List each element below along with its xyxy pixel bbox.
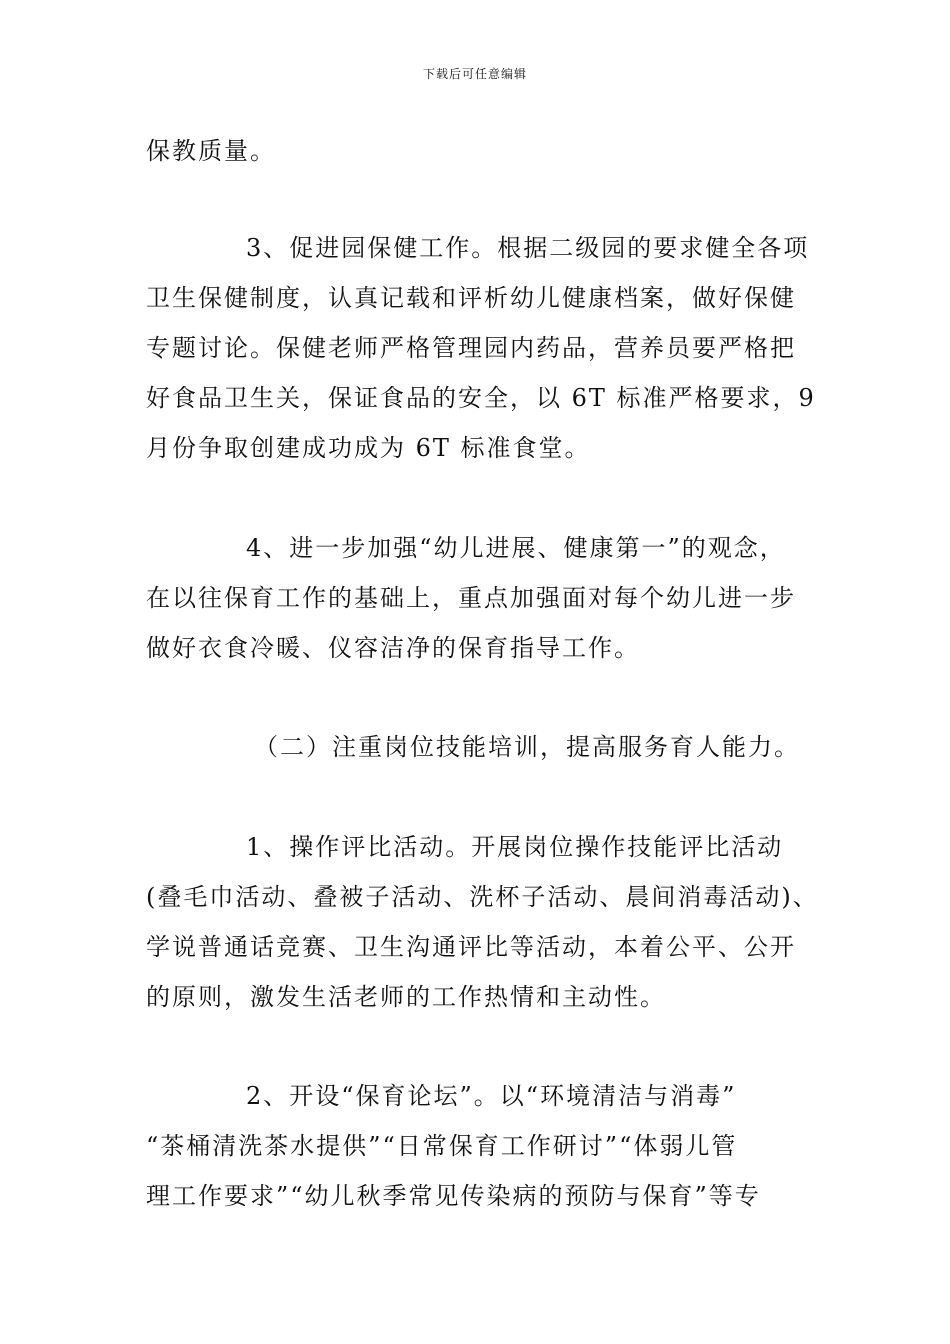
text-line: “茶桶清洗茶水提供”“日常保育工作研讨”“体弱儿管 xyxy=(146,1132,738,1160)
section-heading-text: （二）注重岗位技能培训，提高服务育人能力。 xyxy=(254,733,800,761)
text-line: 的原则，激发生活老师的工作热情和主动性。 xyxy=(146,983,666,1011)
text-line: 2、开设“保育论坛”。以“环境清洁与消毒” xyxy=(246,1082,737,1110)
paragraph-item-4 xyxy=(146,523,816,673)
text-line: 保教质量。 xyxy=(146,137,276,165)
paragraph-baojiao-end xyxy=(146,126,816,176)
paragraph-sub-2 xyxy=(146,1071,816,1221)
section-heading-2 xyxy=(146,722,816,772)
text-line: 月份争取创建成功成为 6T 标准食堂。 xyxy=(146,434,591,462)
text-line: 学说普通话竞赛、卫生沟通评比等活动，本着公平、公开 xyxy=(146,933,796,961)
text-line: 1、操作评比活动。开展岗位操作技能评比活动 xyxy=(246,833,784,861)
text-line: 专题讨论。保健老师严格管理园内药品，营养员要严格把 xyxy=(146,334,796,362)
text-line: 好食品卫生关，保证食品的安全，以 6T 标准严格要求，9 xyxy=(146,384,816,412)
text-line: 3、促进园保健工作。根据二级园的要求健全各项 xyxy=(246,234,810,262)
text-line: 做好衣食冷暖、仪容洁净的保育指导工作。 xyxy=(146,634,640,662)
text-line: 卫生保健制度，认真记载和评析幼儿健康档案，做好保健 xyxy=(146,284,796,312)
text-line: (叠毛巾活动、叠被子活动、洗杯子活动、晨间消毒活动)、 xyxy=(146,883,819,911)
text-line: 在以往保育工作的基础上，重点加强面对每个幼儿进一步 xyxy=(146,584,796,612)
text-line: 4、进一步加强“幼儿进展、健康第一”的观念， xyxy=(246,534,786,562)
paragraph-item-3 xyxy=(146,223,816,473)
page-header: 下载后可任意编辑 xyxy=(422,67,527,81)
text-line: 理工作要求”“幼儿秋季常见传染病的预防与保育”等专 xyxy=(146,1182,761,1210)
paragraph-sub-1 xyxy=(146,822,819,1022)
